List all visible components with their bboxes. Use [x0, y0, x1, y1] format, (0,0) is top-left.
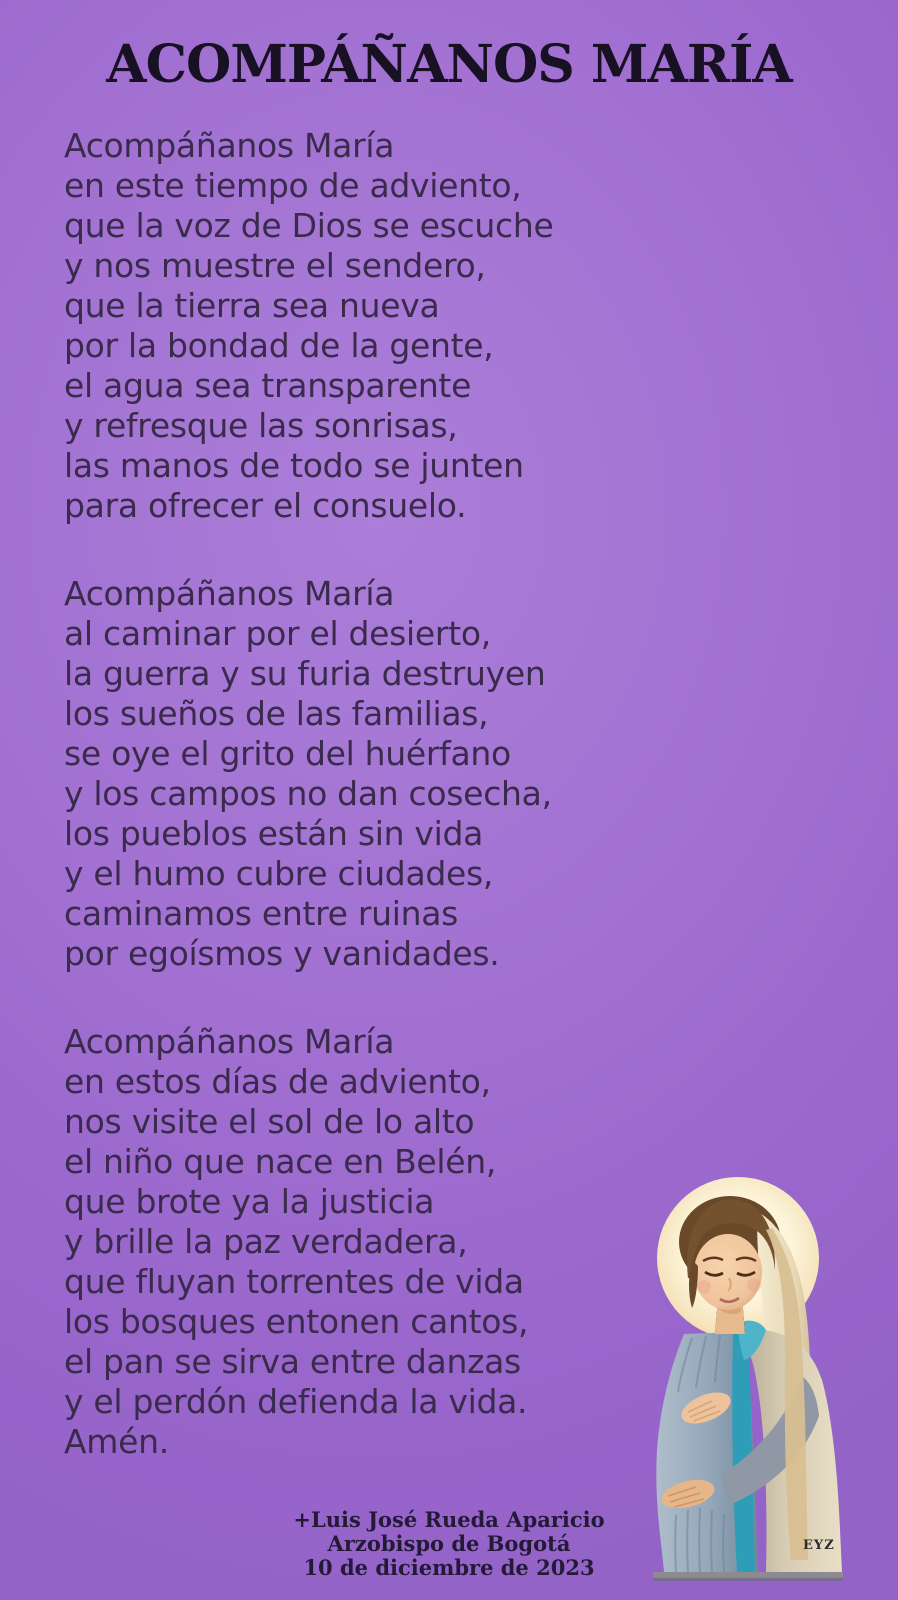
poem-line: en estos días de adviento, — [64, 1062, 491, 1101]
stanza — [64, 574, 553, 974]
poem-line: al caminar por el desierto, — [64, 614, 491, 653]
poem-line: por la bondad de la gente, — [64, 326, 494, 365]
poem-line: que la voz de Dios se escuche — [64, 206, 554, 245]
poem-line: y el perdón defienda la vida. — [64, 1382, 528, 1421]
attribution-name: +Luis José Rueda Aparicio — [293, 1507, 605, 1532]
attribution-date: 10 de diciembre de 2023 — [303, 1555, 595, 1580]
attribution — [199, 1508, 699, 1580]
poem-line: los bosques entonen cantos, — [64, 1302, 529, 1341]
poem-line: que la tierra sea nueva — [64, 286, 440, 325]
stanza — [64, 126, 553, 526]
poem-line: los sueños de las familias, — [64, 694, 489, 733]
poem-line: y nos muestre el sendero, — [64, 246, 486, 285]
poem — [64, 126, 553, 1510]
poem-line: Acompáñanos María — [64, 574, 395, 613]
poem-line: los pueblos están sin vida — [64, 814, 484, 853]
poster-title: ACOMPÁÑANOS MARÍA — [106, 34, 792, 95]
poem-line: las manos de todo se junten — [64, 446, 524, 485]
poem-line: el pan se sirva entre danzas — [64, 1342, 521, 1381]
poem-line: que fluyan torrentes de vida — [64, 1262, 524, 1301]
poem-line: y los campos no dan cosecha, — [64, 774, 552, 813]
poem-line: y el humo cubre ciudades, — [64, 854, 494, 893]
poem-line: el agua sea transparente — [64, 366, 472, 405]
poem-line: se oye el grito del huérfano — [64, 734, 511, 773]
poem-line: nos visite el sol de lo alto — [64, 1102, 475, 1141]
poem-line: Acompáñanos María — [64, 1022, 395, 1061]
poem-line: Acompáñanos María — [64, 126, 395, 165]
poem-line: y brille la paz verdadera, — [64, 1222, 468, 1261]
face — [694, 1234, 762, 1310]
poem-line: Amén. — [64, 1422, 169, 1461]
poem-line: caminamos entre ruinas — [64, 894, 459, 933]
poem-line: la guerra y su furia destruyen — [64, 654, 546, 693]
artist-watermark: EYZ — [803, 1538, 835, 1553]
poem-line: en este tiempo de adviento, — [64, 166, 522, 205]
poem-line: por egoísmos y vanidades. — [64, 934, 500, 973]
stanza — [64, 1022, 553, 1462]
poem-line: y refresque las sonrisas, — [64, 406, 458, 445]
poem-line: el niño que nace en Belén, — [64, 1142, 497, 1181]
poem-line: que brote ya la justicia — [64, 1182, 435, 1221]
poem-line: para ofrecer el consuelo. — [64, 486, 467, 525]
attribution-role: Arzobispo de Bogotá — [327, 1531, 571, 1556]
